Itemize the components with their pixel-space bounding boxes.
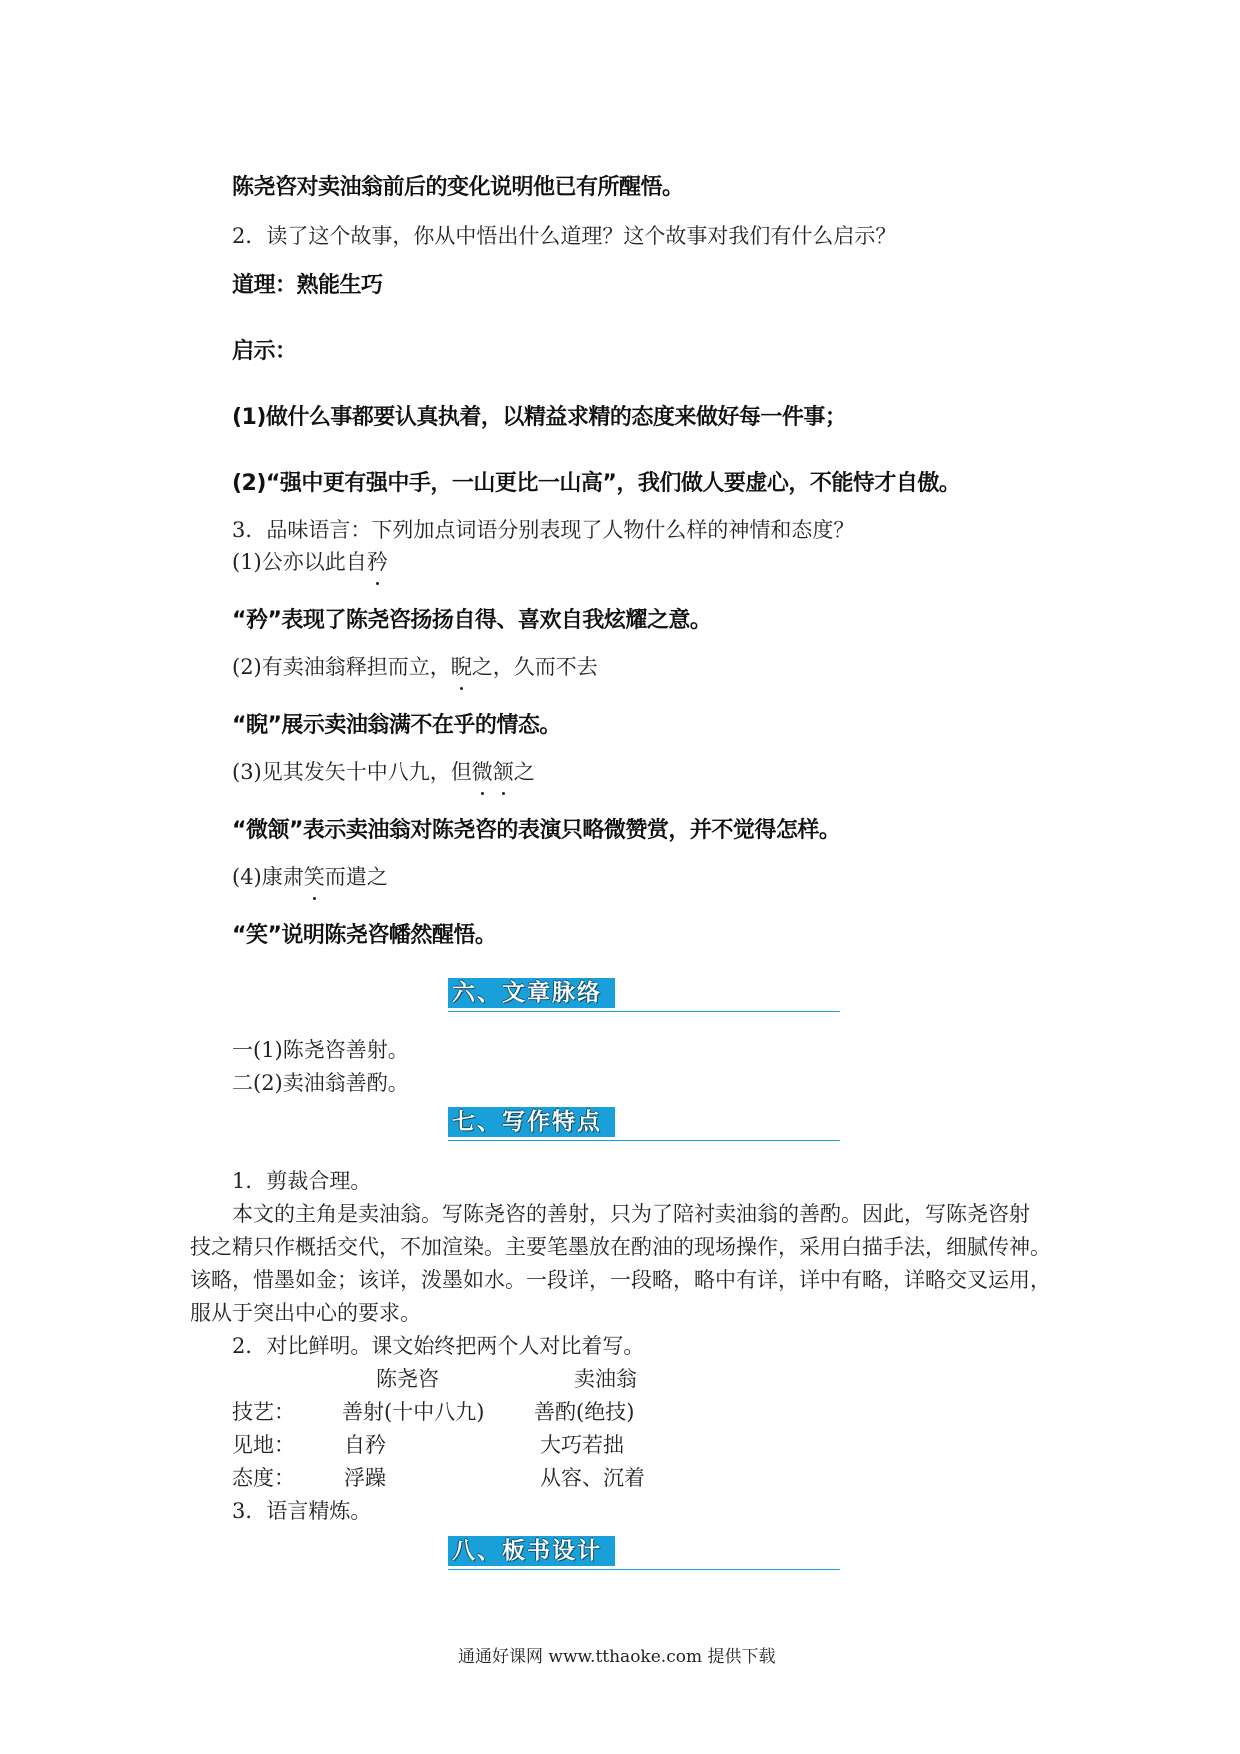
feature-1: 1．剪裁合理。 bbox=[232, 1169, 372, 1193]
answer-3-2: “睨”展示卖油翁满不在乎的情态。 bbox=[232, 713, 561, 738]
answer-inspire-label: 启示： bbox=[232, 339, 297, 364]
paragraph-line: 本文的主角是卖油翁。写陈尧咨的善射，只为了陪衬卖油翁的善酌。因此，写陈尧咨射 bbox=[232, 1202, 1030, 1226]
emphasis-word: 笑 bbox=[304, 861, 325, 891]
question-3-4-text: (4)康肃 bbox=[232, 865, 304, 889]
question-3-2-text-end: 之，久而不去 bbox=[471, 655, 598, 679]
table-header-chen: 陈尧咨 bbox=[376, 1367, 439, 1391]
outline-line-1: 一(1)陈尧咨善射。 bbox=[232, 1038, 409, 1062]
banner-accent bbox=[612, 1536, 615, 1566]
section-7-title: 七、写作特点 bbox=[448, 1107, 612, 1137]
table-cell: 大巧若拙 bbox=[540, 1433, 624, 1457]
table-header-oldman: 卖油翁 bbox=[574, 1367, 637, 1391]
question-3-1-text: (1)公亦以此自 bbox=[232, 550, 367, 574]
answer-inspire-1: (1)做什么事都要认真执着，以精益求精的态度来做好每一件事； bbox=[232, 405, 847, 430]
section-6-banner bbox=[448, 978, 840, 1014]
table-cell: 善射(十中八九) bbox=[342, 1400, 485, 1424]
feature-2: 2．对比鲜明。课文始终把两个人对比着写。 bbox=[232, 1334, 645, 1358]
question-3-3 bbox=[232, 756, 535, 786]
question-3-3-text-end: 之 bbox=[513, 760, 535, 784]
table-cell: 自矜 bbox=[344, 1433, 386, 1457]
paragraph-line: 该略，惜墨如金；该详，泼墨如水。一段详，一段略，略中有详，详中有略，详略交叉运用， bbox=[190, 1268, 1051, 1292]
question-3-4 bbox=[232, 861, 388, 891]
table-cell: 善酌(绝技) bbox=[534, 1400, 635, 1424]
footer-text: 通通好课网 www.tthaoke.com 提供下载 bbox=[458, 1647, 776, 1667]
outline-line-2: 二(2)卖油翁善酌。 bbox=[232, 1071, 409, 1095]
table-cell: 从容、沉着 bbox=[540, 1466, 645, 1490]
table-row-label: 态度： bbox=[232, 1466, 295, 1490]
answer-3-4: “笑”说明陈尧咨幡然醒悟。 bbox=[232, 923, 497, 948]
emphasis-word: 睨 bbox=[451, 651, 472, 681]
section-8-banner bbox=[448, 1536, 840, 1572]
question-3-2-text: (2)有卖油翁释担而立， bbox=[232, 655, 451, 679]
banner-accent bbox=[612, 978, 615, 1008]
section-8-title: 八、板书设计 bbox=[448, 1536, 612, 1566]
emphasis-word: 微 bbox=[472, 756, 493, 786]
question-3-2 bbox=[232, 651, 598, 681]
emphasis-word: 颔 bbox=[493, 756, 514, 786]
banner-rule bbox=[448, 1140, 840, 1141]
emphasis-word: 矜 bbox=[367, 546, 388, 576]
paragraph-line: 技之精只作概括交代，不加渲染。主要笔墨放在酌油的现场操作，采用白描手法，细腻传神。 bbox=[190, 1235, 1051, 1259]
table-row-label: 技艺： bbox=[232, 1400, 295, 1424]
question-3-4-text-end: 而遣之 bbox=[324, 865, 388, 889]
feature-3: 3．语言精炼。 bbox=[232, 1499, 372, 1523]
banner-accent bbox=[612, 1107, 615, 1137]
section-7-banner bbox=[448, 1107, 840, 1143]
answer-3-1: “矜”表现了陈尧咨扬扬自得、喜欢自我炫耀之意。 bbox=[232, 608, 712, 633]
answer-inspire-2: (2)“强中更有强中手，一山更比一山高”，我们做人要虚心，不能恃才自傲。 bbox=[232, 471, 961, 496]
question-2: 2．读了这个故事，你从中悟出什么道理？这个故事对我们有什么启示？ bbox=[232, 224, 897, 248]
question-3-3-text: (3)见其发矢十中八九，但 bbox=[232, 760, 472, 784]
answer-reason: 道理：熟能生巧 bbox=[232, 273, 383, 298]
table-row-label: 见地： bbox=[232, 1433, 295, 1457]
answer-3-3: “微颔”表示卖油翁对陈尧咨的表演只略微赞赏，并不觉得怎样。 bbox=[232, 818, 841, 843]
banner-rule bbox=[448, 1569, 840, 1570]
question-3: 3．品味语言：下列加点词语分别表现了人物什么样的神情和态度？ bbox=[232, 518, 855, 542]
banner-rule bbox=[448, 1011, 840, 1012]
question-3-1 bbox=[232, 546, 388, 576]
answer-text: 陈尧咨对卖油翁前后的变化说明他已有所醒悟。 bbox=[232, 175, 684, 200]
table-cell: 浮躁 bbox=[344, 1466, 386, 1490]
paragraph-line: 服从于突出中心的要求。 bbox=[190, 1301, 421, 1325]
section-6-title: 六、文章脉络 bbox=[448, 978, 612, 1008]
